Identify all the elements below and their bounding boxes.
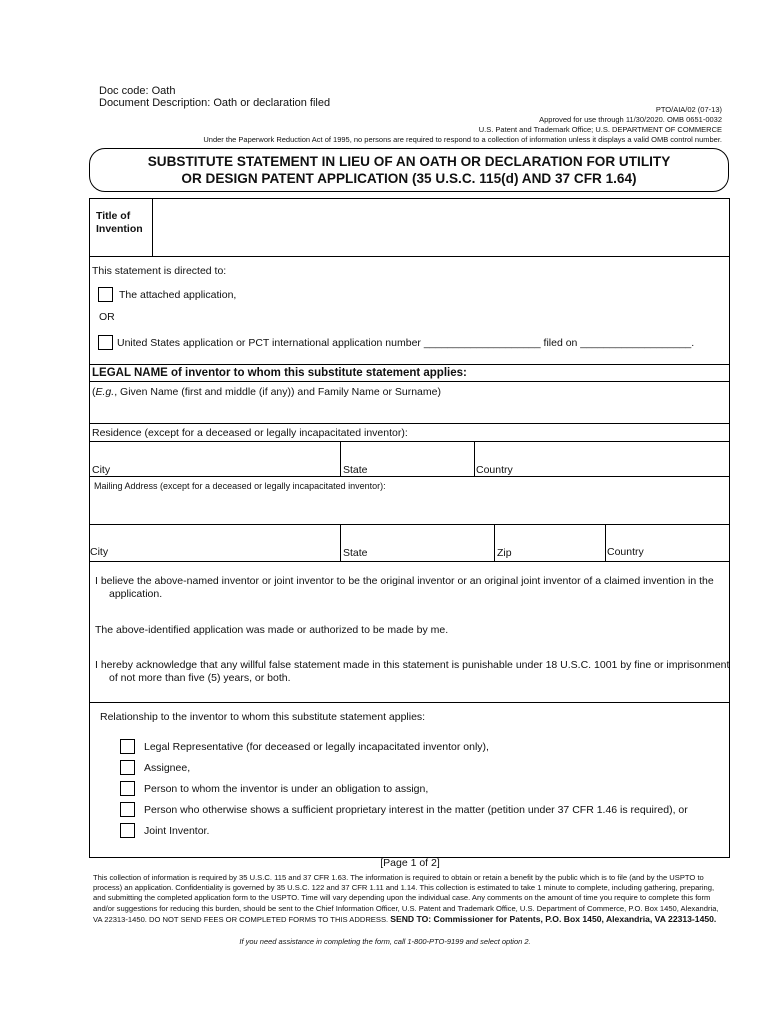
- collection-notice-text: This collection of information is required by 35 U.S.C. 115 and 37 CFR 1.63. The information is required to obtain or retain a benefit by the public which is to file (and by the USPTO to process) an application. Confidentiality is governed by 35 U.S.C. 122 and 37 CFR 1.11 and 1.14. This collection is estimated to take 1 minute to complete, including gathering, preparing, and submitting the completed application form to the USPTO. Time will vary depending upon the individual case. Any comments on the amount of time you require to complete this form and/or suggestions for reducing this burden, should be sent to the Chief Information Officer, U.S. Patent and Trademark Office, U.S. Department of Commerce, P.O. Box 1450, Alexandria, VA 22313-1450. DO NOT SEND FEES OR COMPLETED FORMS TO THIS ADDRESS.: [93, 873, 719, 924]
- relationship-label: Relationship to the inventor to whom this substitute statement applies:: [100, 711, 426, 723]
- authorized-statement: The above-identified application was made or authorized to be made by me.: [95, 624, 449, 636]
- mailing-address-input[interactable]: [91, 493, 728, 523]
- assistance-note: If you need assistance in completing the form, call 1-800-PTO-9199 and select option 2.: [239, 937, 531, 946]
- title-of-invention-input[interactable]: [153, 200, 727, 255]
- relationship-option-proprietary-interest: Person who otherwise shows a sufficient proprietary interest in the matter (petition under 37 CFR 1.46 is required), or: [144, 804, 688, 816]
- residence-country-label: Country: [476, 464, 513, 476]
- doc-description: Document Description: Oath or declaration filed: [99, 97, 331, 109]
- attached-application-label: The attached application,: [119, 289, 237, 301]
- relationship-option-obligation: Person to whom the inventor is under an obligation to assign,: [144, 783, 429, 795]
- or-label: OR: [99, 311, 115, 323]
- mailing-state-label: State: [343, 547, 368, 559]
- legal-name-eg: E.g.: [95, 386, 115, 398]
- mailing-country-label: Country: [607, 546, 644, 558]
- residence-city-label: City: [92, 464, 111, 476]
- mailing-address-label: Mailing Address (except for a deceased or legally incapacitated inventor):: [94, 481, 386, 491]
- doc-code: Doc code: Oath: [99, 85, 176, 97]
- legal-name-heading: LEGAL NAME of inventor to whom this substitute statement applies:: [92, 367, 467, 379]
- mailing-zip-input[interactable]: [495, 525, 604, 545]
- mailing-zip-label: Zip: [497, 547, 512, 559]
- residence-label: Residence (except for a deceased or legally incapacitated inventor):: [92, 427, 408, 439]
- paperwork-notice: Under the Paperwork Reduction Act of 1995, no persons are required to respond to a collection of information unless it displays a valid OMB control number.: [203, 135, 722, 144]
- agency: U.S. Patent and Trademark Office; U.S. DEPARTMENT OF COMMERCE: [478, 125, 722, 134]
- relationship-option-joint-inventor: Joint Inventor.: [144, 825, 210, 837]
- relationship-proprietary-interest-checkbox[interactable]: [120, 802, 135, 817]
- title-of-invention-label-2: Invention: [96, 223, 143, 235]
- mailing-city-label: City: [90, 546, 109, 558]
- residence-state-label: State: [343, 464, 368, 476]
- legal-name-hint-text: , Given Name (first and middle (if any)) and Family Name or Surname): [114, 386, 441, 398]
- us-application-label: United States application or PCT international application number ____________________ filed on ___________________.: [117, 337, 695, 349]
- send-to-address: SEND TO: Commissioner for Patents, P.O. Box 1450, Alexandria, VA 22313-1450.: [390, 913, 717, 924]
- form-title-line-2: OR DESIGN PATENT APPLICATION (35 U.S.C. 115(d) AND 37 CFR 1.64): [181, 171, 637, 186]
- belief-statement: I believe the above-named inventor or joint inventor to be the original inventor or an original joint inventor of a claimed invention in the application.: [95, 575, 714, 600]
- relationship-legal-representative-checkbox[interactable]: [120, 739, 135, 754]
- title-of-invention-label-1: Title of: [96, 210, 131, 222]
- acknowledge-statement: I hereby acknowledge that any willful false statement made in this statement is punishable under 18 U.S.C. 1001 by fine or imprisonment of not more than five (5) years, or both.: [95, 659, 730, 684]
- relationship-assignee-checkbox[interactable]: [120, 760, 135, 775]
- form-id: PTO/AIA/02 (07-13): [655, 105, 722, 114]
- residence-city-input[interactable]: [91, 442, 339, 462]
- collection-notice: [93, 873, 723, 925]
- attached-application-checkbox[interactable]: [98, 287, 113, 302]
- relationship-option-legal-representative: Legal Representative (for deceased or legally incapacitated inventor only),: [144, 741, 489, 753]
- relationship-obligation-checkbox[interactable]: [120, 781, 135, 796]
- legal-name-hint: (E.g., Given Name (first and middle (if any)) and Family Name or Surname): [92, 386, 441, 398]
- relationship-joint-inventor-checkbox[interactable]: [120, 823, 135, 838]
- us-application-checkbox[interactable]: [98, 335, 113, 350]
- form-title-line-1: SUBSTITUTE STATEMENT IN LIEU OF AN OATH OR DECLARATION FOR UTILITY: [147, 154, 671, 169]
- legal-name-input[interactable]: [91, 399, 728, 421]
- directed-to-label: This statement is directed to:: [92, 265, 227, 277]
- page-number: [Page 1 of 2]: [380, 857, 440, 869]
- mailing-city-input[interactable]: [91, 525, 339, 545]
- residence-country-input[interactable]: [475, 442, 728, 462]
- form-body: [89, 198, 730, 858]
- form-title: [89, 148, 729, 192]
- residence-state-input[interactable]: [341, 442, 473, 462]
- relationship-option-assignee: Assignee,: [144, 762, 191, 774]
- mailing-country-input[interactable]: [606, 525, 728, 545]
- mailing-state-input[interactable]: [341, 525, 493, 545]
- omb-approval: Approved for use through 11/30/2020. OMB 0651-0032: [539, 115, 722, 124]
